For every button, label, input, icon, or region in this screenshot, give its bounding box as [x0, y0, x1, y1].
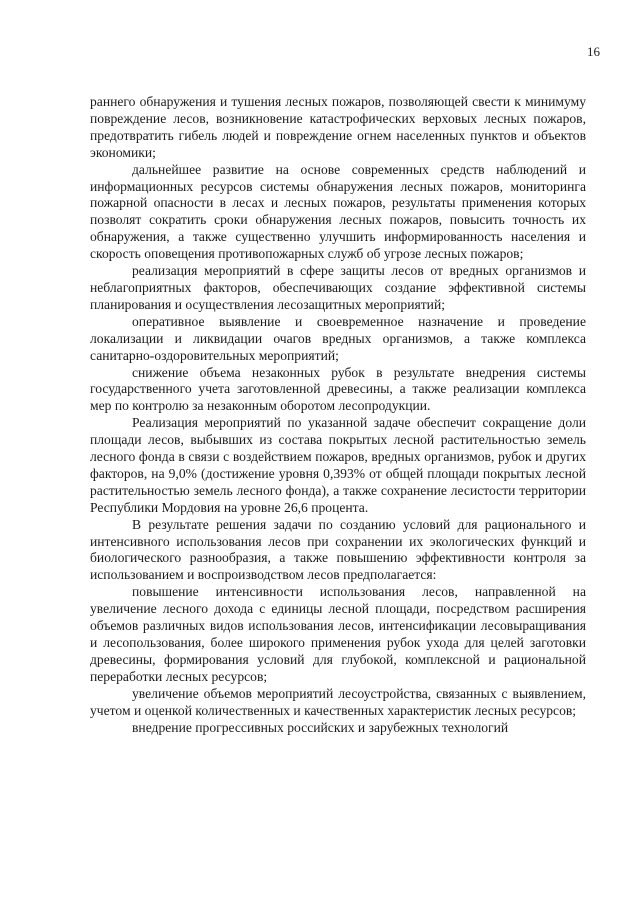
- page-number: 16: [587, 44, 600, 59]
- paragraph: В результате решения задачи по созданию условий для рационального и интенсивного использования лесов при сохранении их экологических функций и биологического разнообразия, а также повышению эффективности контроля за использованием и воспроизводством лесов предполагается:: [90, 516, 586, 583]
- paragraph: повышение интенсивности использования лесов, направленной на увеличение лесного дохода с единицы лесной площади, посредством расширения объемов различных видов использования лесов, интенсификации лесовыращивания и лесопользования, более широкого применения рубок ухода для целей заготовки древесины, формирования условий для глубокой, комплексной и рациональной переработки лесных ресурсов;: [90, 584, 586, 684]
- paragraph: внедрение прогрессивных российских и зарубежных технологий: [132, 719, 509, 735]
- body-text: [90, 94, 586, 736]
- paragraph: дальнейшее развитие на основе современных средств наблюдений и информационных ресурсов системы обнаружения лесных пожаров, мониторинга пожарной опасности в лесах и лесных пожаров, результаты применения которых позволят сократить сроки обнаружения лесных пожаров, повысить точность их обнаружения, а также существенно улучшить информированность населения и скорость оповещения противопожарных служб об угрозе лесных пожаров;: [90, 161, 586, 262]
- paragraph: оперативное выявление и своевременное назначение и проведение локализации и ликвидации очагов вредных организмов, а также комплекса санитарно-оздоровительных мероприятий;: [90, 313, 586, 363]
- paragraph: раннего обнаружения и тушения лесных пожаров, позволяющей свести к минимуму повреждение лесов, возникновение катастрофических верховых лесных пожаров, предотвратить гибель людей и повреждение огнем населенных пунктов и объектов экономики;: [90, 94, 586, 160]
- paragraph: Реализация мероприятий по указанной задаче обеспечит сокращение доли площади лесов, выбывших из состава покрытых лесной растительностью земель лесного фонда в связи с воздействием пожаров, вредных организмов, рубок и других факторов, на 9,0% (достижение уровня 0,393% от общей площади покрытых лесной растительностью земель лесного фонда), а также сохранение лесистости территории Республики Мордовия на уровне 26,6 процента.: [90, 415, 586, 515]
- paragraph: снижение объема незаконных рубок в результате внедрения системы государственного учета заготовленной древесины, а также реализации комплекса мер по контролю за незаконным оборотом лесопродукции.: [90, 364, 586, 414]
- paragraph: увеличение объемов мероприятий лесоустройства, связанных с выявлением, учетом и оценкой количественных и качественных характеристик лесных ресурсов;: [90, 685, 586, 718]
- paragraph: реализация мероприятий в сфере защиты лесов от вредных организмов и неблагоприятных факторов, обеспечивающих создание эффективной системы планирования и осуществления лесозащитных мероприятий;: [90, 263, 586, 312]
